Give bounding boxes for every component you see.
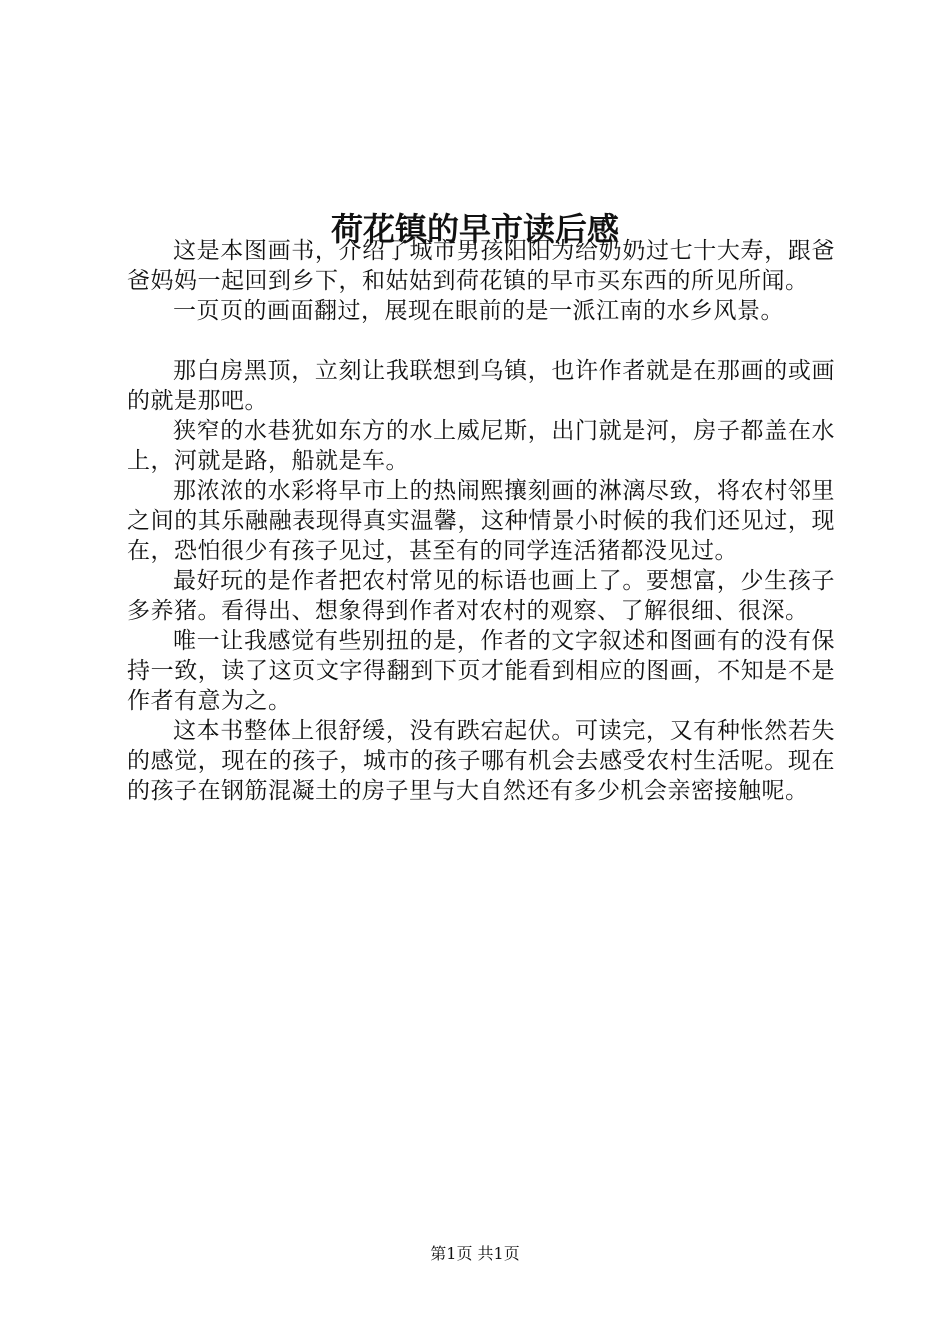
paragraph-6: 最好玩的是作者把农村常见的标语也画上了。要想富，少生孩子多养猪。看得出、想象得到作者对农村的观察、了解很细、很深。	[127, 568, 835, 624]
page-footer: 第1页 共1页	[430, 1244, 520, 1263]
paragraph-3: 那白房黑顶，立刻让我联想到乌镇，也许作者就是在那画的或画的就是那吧。	[127, 358, 835, 414]
document-title: 荷花镇的早市读后感	[330, 210, 619, 249]
paragraph-2: 一页页的画面翻过，展现在眼前的是一派江南的水乡风景。	[173, 298, 784, 324]
paragraph-7: 唯一让我感觉有些别扭的是，作者的文字叙述和图画有的没有保持一致，读了这页文字得翻到下页才能看到相应的图画，不知是不是作者有意为之。	[127, 628, 835, 714]
document-body	[127, 236, 835, 806]
paragraph-4: 狭窄的水巷犹如东方的水上威尼斯，出门就是河，房子都盖在水上，河就是路，船就是车。	[127, 418, 835, 474]
paragraph-8: 这本书整体上很舒缓，没有跌宕起伏。可读完，又有种怅然若失的感觉，现在的孩子，城市的孩子哪有机会去感受农村生活呢。现在的孩子在钢筋混凝土的房子里与大自然还有多少机会亲密接触呢。	[127, 718, 835, 804]
paragraph-5: 那浓浓的水彩将早市上的热闹熙攘刻画的淋漓尽致，将农村邻里之间的其乐融融表现得真实温馨，这种情景小时候的我们还见过，现在，恐怕很少有孩子见过，甚至有的同学连活猪都没见过。	[127, 478, 835, 564]
paragraph-1: 这是本图画书，介绍了城市男孩阳阳为给奶奶过七十大寿，跟爸爸妈妈一起回到乡下，和姑姑到荷花镇的早市买东西的所见所闻。	[127, 238, 835, 294]
